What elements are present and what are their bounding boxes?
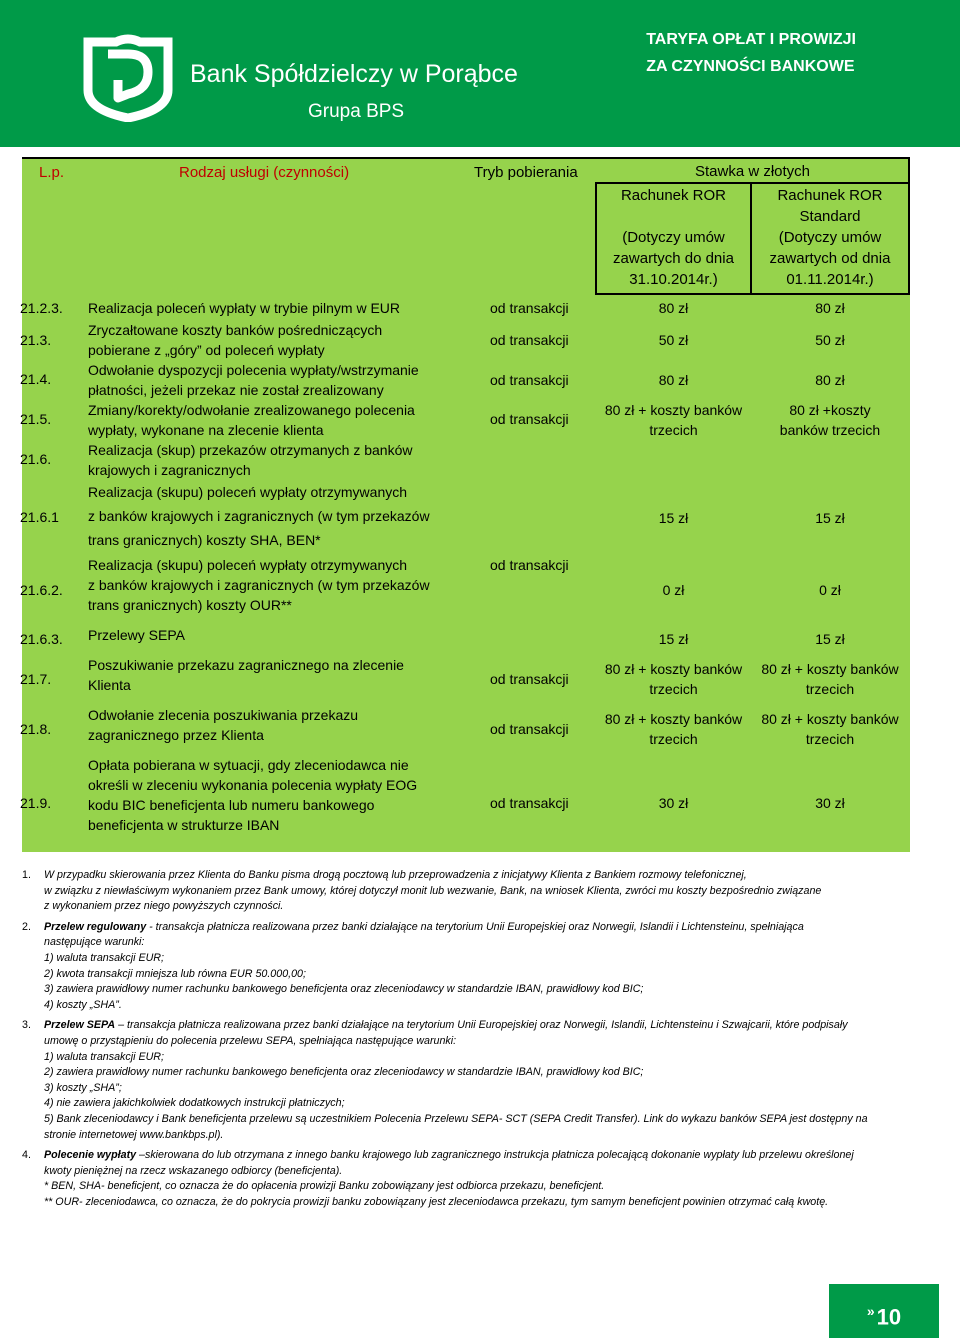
bank-name: Bank Spółdzielczy w Porąbce (190, 60, 518, 88)
row-lp: 21.2.3. (20, 300, 63, 316)
footnote-line: 1) waluta transakcji EUR; (44, 1050, 164, 1063)
row-lp: 21.9. (20, 795, 52, 811)
footnote-line: 5) Bank zleceniodawcy i Bank beneficjenta przelewu są uczestnikiem Polecenia Przelewu SEPA- SCT (SEPA Credit Transfer). Link do wykazu banków SEPA jest dostępny na (44, 1112, 868, 1125)
footnote-line: 4) koszty „SHA”. (44, 998, 122, 1011)
header-col1-line (597, 206, 750, 227)
row-value-line: trzecich (649, 731, 698, 747)
row-lp: 21.3. (20, 332, 52, 348)
row-service-line: Realizacja (skupu) poleceń wypłaty otrzymywanych (88, 484, 408, 500)
row-service (88, 360, 488, 400)
row-mode: od transakcji (490, 332, 569, 348)
bank-logo-icon (78, 32, 178, 122)
row-value-col2 (752, 580, 908, 600)
row-service-line: płatności, jeżeli przekaz nie został zrealizowany (88, 382, 384, 398)
footnote-line: – transakcja płatnicza realizowana przez banki działające na terytorium Unii Europejskiej oraz Norwegii, Islandii, Lichtensteinu i Szwajcarii, które podpisały (115, 1019, 848, 1032)
row-service-line: Klienta (88, 677, 131, 693)
footnote-line: 2) kwota transakcji mniejsza lub równa EUR 50.000,00; (44, 967, 306, 980)
row-service (88, 480, 488, 552)
row-value-line: 15 zł (658, 631, 689, 647)
row-service (88, 298, 468, 318)
row-service (88, 625, 488, 645)
footnote-line: kwoty pieniężnej na rzecz wskazanego odbiorcy (beneficjenta). (44, 1164, 343, 1177)
row-service-line: zagranicznego przez Klienta (88, 727, 264, 743)
row-lp: 21.6.3. (20, 631, 63, 647)
row-value-col2 (752, 298, 908, 318)
header-col1-line: (Dotyczy umów (622, 229, 725, 246)
row-service-line: trans granicznych) koszty OUR** (88, 597, 292, 613)
footnote (22, 868, 940, 915)
row-service-line: kodu BIC beneficjenta lub numeru bankowego (88, 797, 375, 813)
footnote-line: następujące warunki: (44, 936, 145, 949)
row-service (88, 400, 488, 440)
header-col2-line: Standard (799, 208, 861, 225)
row-service-line: trans granicznych) koszty SHA, BEN* (88, 532, 321, 548)
header-col2 (752, 185, 908, 290)
row-service (88, 655, 488, 695)
header-col2-line: 01.11.2014r.) (786, 271, 874, 288)
row-value-line: 50 zł (658, 332, 689, 348)
header-col2-line: (Dotyczy umów (778, 229, 882, 246)
row-value-line: trzecich (805, 681, 855, 697)
row-value-col1 (597, 508, 750, 528)
row-value-col2 (752, 400, 908, 440)
row-service-line: Zryczałtowane koszty banków pośredniczących (88, 322, 383, 338)
footnote-line: 2) zawiera prawidłowy numer rachunku bankowego beneficjenta oraz zleceniodawcy w standardzie IBAN, prawidłowy kod BIC; (44, 1066, 644, 1079)
row-value-line: 80 zł + koszty banków (604, 402, 743, 418)
footnote-number: 1. (22, 869, 31, 881)
row-value-line: 80 zł + koszty banków (604, 711, 743, 727)
row-service-line: określi w zleceniu wykonania polecenia wypłaty EOG (88, 777, 418, 793)
row-value-col2 (752, 659, 908, 699)
quote-mark: » (866, 1303, 875, 1319)
row-value-line: 15 zł (815, 631, 845, 647)
row-lp: 21.6.1 (20, 509, 59, 525)
header-col2-line: zawartych od dnia (769, 250, 891, 267)
footnote-line: stronie internetowej www.bankbps.pl). (44, 1128, 224, 1141)
bank-group: Grupa BPS (308, 101, 405, 122)
row-service (88, 705, 488, 745)
document-title-line2: ZA CZYNNOŚCI BANKOWE (646, 58, 855, 75)
footnote-term: Polecenie wypłaty (44, 1149, 137, 1162)
row-service-line: Realizacja (skup) przekazów otrzymanych z banków (88, 442, 413, 458)
row-mode: od transakcji (490, 671, 569, 687)
row-value-line: 30 zł (815, 795, 845, 811)
row-value-col1 (597, 793, 750, 813)
row-value-col1 (597, 659, 750, 699)
document-title-line1: TARYFA OPŁAT I PROWIZJI (646, 31, 856, 48)
footnote-line: z wykonaniem przez niego powyższych czynności. (44, 900, 284, 913)
header-col1 (597, 185, 750, 290)
row-value-col1 (597, 400, 750, 440)
row-mode: od transakcji (490, 411, 569, 427)
row-service-line: Opłata pobierana w sytuacji, gdy zleceniodawca nie (88, 757, 409, 773)
row-service (88, 555, 488, 615)
row-value-col1 (597, 298, 750, 318)
header-lp: L.p. (39, 164, 65, 181)
row-service (88, 440, 488, 480)
row-service-line: z banków krajowych i zagranicznych (w tym przekazów (88, 508, 430, 524)
row-value-line: 80 zł + koszty banków (761, 661, 899, 677)
row-value-col2 (752, 629, 908, 649)
footnote-line: 4) nie zawiera jakichkolwiek dodatkowych instrukcji płatniczych; (44, 1097, 345, 1110)
rate-header-divider (595, 182, 910, 184)
row-value-line: 80 zł + koszty banków (604, 661, 743, 677)
row-value-line: trzecich (649, 422, 698, 438)
row-service-line: wypłaty, wykonane na zlecenie klienta (88, 422, 324, 438)
row-value-col1 (597, 330, 750, 350)
row-service-line: pobierane z „góry” od poleceń wypłaty (88, 342, 325, 358)
row-lp: 21.7. (20, 671, 52, 687)
row-lp: 21.4. (20, 371, 52, 387)
row-mode: od transakcji (490, 721, 569, 737)
header-rate: Stawka w złotych (694, 163, 811, 180)
page-header (0, 0, 960, 147)
footnote-line: –skierowana do lub otrzymana z innego banku krajowego lub zagranicznego instrukcja płatnicza polecającą dokonanie wypłaty lub przelewu określonej (136, 1149, 854, 1162)
row-value-line: trzecich (805, 731, 855, 747)
row-value-col2 (752, 508, 908, 528)
footnote-line: umowę o przystąpieniu do polecenia przelewu SEPA, spełniająca następujące warunki: (44, 1034, 457, 1047)
row-value-col2 (752, 793, 908, 813)
col-header-bottom (595, 293, 910, 295)
footnotes (22, 868, 940, 1210)
row-value-line: trzecich (649, 681, 698, 697)
row-value-line: 80 zł (658, 300, 689, 316)
row-lp: 21.6.2. (20, 582, 63, 598)
footnote-line: * BEN, SHA- beneficjent, co oznacza że do opłacenia prowizji Banku zobowiązany jest odbiorca przekazu, beneficjent. (44, 1180, 605, 1193)
row-service-line: Przelewy SEPA (88, 627, 185, 643)
row-value-line: banków trzecich (779, 422, 881, 438)
row-lp: 21.5. (20, 411, 52, 427)
row-value-col2 (752, 709, 908, 749)
header-col1-line: 31.10.2014r.) (629, 271, 718, 288)
row-value-line: 80 zł + koszty banków (761, 711, 899, 727)
row-value-line: 80 zł (815, 372, 845, 388)
row-value-col1 (597, 580, 750, 600)
row-value-line: 15 zł (658, 510, 689, 526)
row-value-line: 50 zł (815, 332, 845, 348)
row-value-line: 15 zł (815, 510, 845, 526)
page-number (829, 1284, 939, 1338)
row-value-line: 80 zł +koszty (789, 402, 871, 418)
footnote-term: Przelew regulowany (44, 920, 147, 933)
row-mode: od transakcji (490, 795, 569, 811)
header-service: Rodzaj usługi (czynności) (179, 164, 350, 181)
row-service-line: beneficjenta w strukturze IBAN (88, 817, 280, 833)
footnote-term: Przelew SEPA (44, 1019, 116, 1032)
row-service-line: Realizacja (skupu) poleceń wypłaty otrzymywanych (88, 557, 408, 573)
row-value-col1 (597, 370, 750, 390)
footnote-line: ** OUR- zleceniodawca, co oznacza, że do pokrycia prowizji banku zobowiązany jest zleceniodawca przekazu, tym samym beneficjent powinien otrzymać całą kwotę. (44, 1195, 829, 1208)
footnote-line: w związku z niewłaściwym wykonaniem przez Bank umowy, której dotyczył monit lub wezwanie, Bank, na wniosek Klienta, zwróci mu koszty bezpośrednio związane (44, 884, 822, 897)
footnote (22, 1148, 940, 1210)
row-value-line: 30 zł (658, 795, 689, 811)
row-service-line: Zmiany/korekty/odwołanie zrealizowanego polecenia (88, 402, 415, 418)
header-col1-line: Rachunek ROR (620, 187, 727, 204)
page-number-value: 10 (876, 1304, 902, 1330)
row-value-line: 80 zł (815, 300, 845, 316)
row-value-col1 (597, 709, 750, 749)
footnote-line: 3) zawiera prawidłowy numer rachunku bankowego beneficjenta oraz zleceniodawcy w standardzie IBAN, prawidłowy kod BIC; (44, 983, 644, 996)
footnote-number: 3. (22, 1019, 31, 1032)
footnote-line: W przypadku skierowania przez Klienta do Banku pisma drogą pocztową lub przeprowadzenia z inicjatywy Klienta z Bankiem rozmowy telefonicznej, (44, 869, 747, 881)
row-value-col2 (752, 370, 908, 390)
header-col1-line: zawartych do dnia (613, 250, 734, 267)
header-col2-line: Rachunek ROR (777, 187, 883, 204)
fee-table (22, 157, 910, 852)
footnote-number: 2. (22, 920, 31, 933)
row-service-line: z banków krajowych i zagranicznych (w tym przekazów (88, 577, 430, 593)
row-service-line: krajowych i zagranicznych (88, 462, 251, 478)
table-border-top (22, 157, 910, 159)
row-service (88, 755, 488, 835)
footnote-line: 3) koszty „SHA”; (44, 1081, 122, 1094)
footnote-line: - transakcja płatnicza realizowana przez banki działające na terytorium Unii Europejskiej oraz Norwegii, Islandii i Lichtensteinu, spełniająca (146, 920, 804, 933)
row-mode: od transakcji (490, 372, 569, 388)
row-value-col1 (597, 629, 750, 649)
row-value-line: 0 zł (819, 582, 841, 598)
footnote (22, 1018, 940, 1143)
row-value-line: 80 zł (658, 372, 689, 388)
document-title (646, 26, 856, 80)
header-mode: Tryb pobierania (474, 164, 578, 181)
row-lp: 21.6. (20, 451, 52, 467)
footnote-number: 4. (22, 1149, 31, 1162)
footnote (22, 920, 940, 1014)
row-mode: od transakcji (490, 300, 569, 316)
page-number-box (829, 1284, 939, 1338)
row-lp: 21.8. (20, 721, 52, 737)
row-value-col2 (752, 330, 908, 350)
footnote-line: 1) waluta transakcji EUR; (44, 951, 164, 964)
row-mode: od transakcji (490, 557, 569, 573)
row-service-line: Odwołanie zlecenia poszukiwania przekazu (88, 707, 359, 723)
row-service-line: Poszukiwanie przekazu zagranicznego na zlecenie (88, 657, 404, 673)
row-value-line: 0 zł (662, 582, 685, 598)
row-service (88, 320, 488, 360)
row-service-line: Odwołanie dyspozycji polecenia wypłaty/wstrzymanie (88, 362, 419, 378)
row-service-line: Realizacja poleceń wypłaty w trybie pilnym w EUR (88, 300, 401, 316)
